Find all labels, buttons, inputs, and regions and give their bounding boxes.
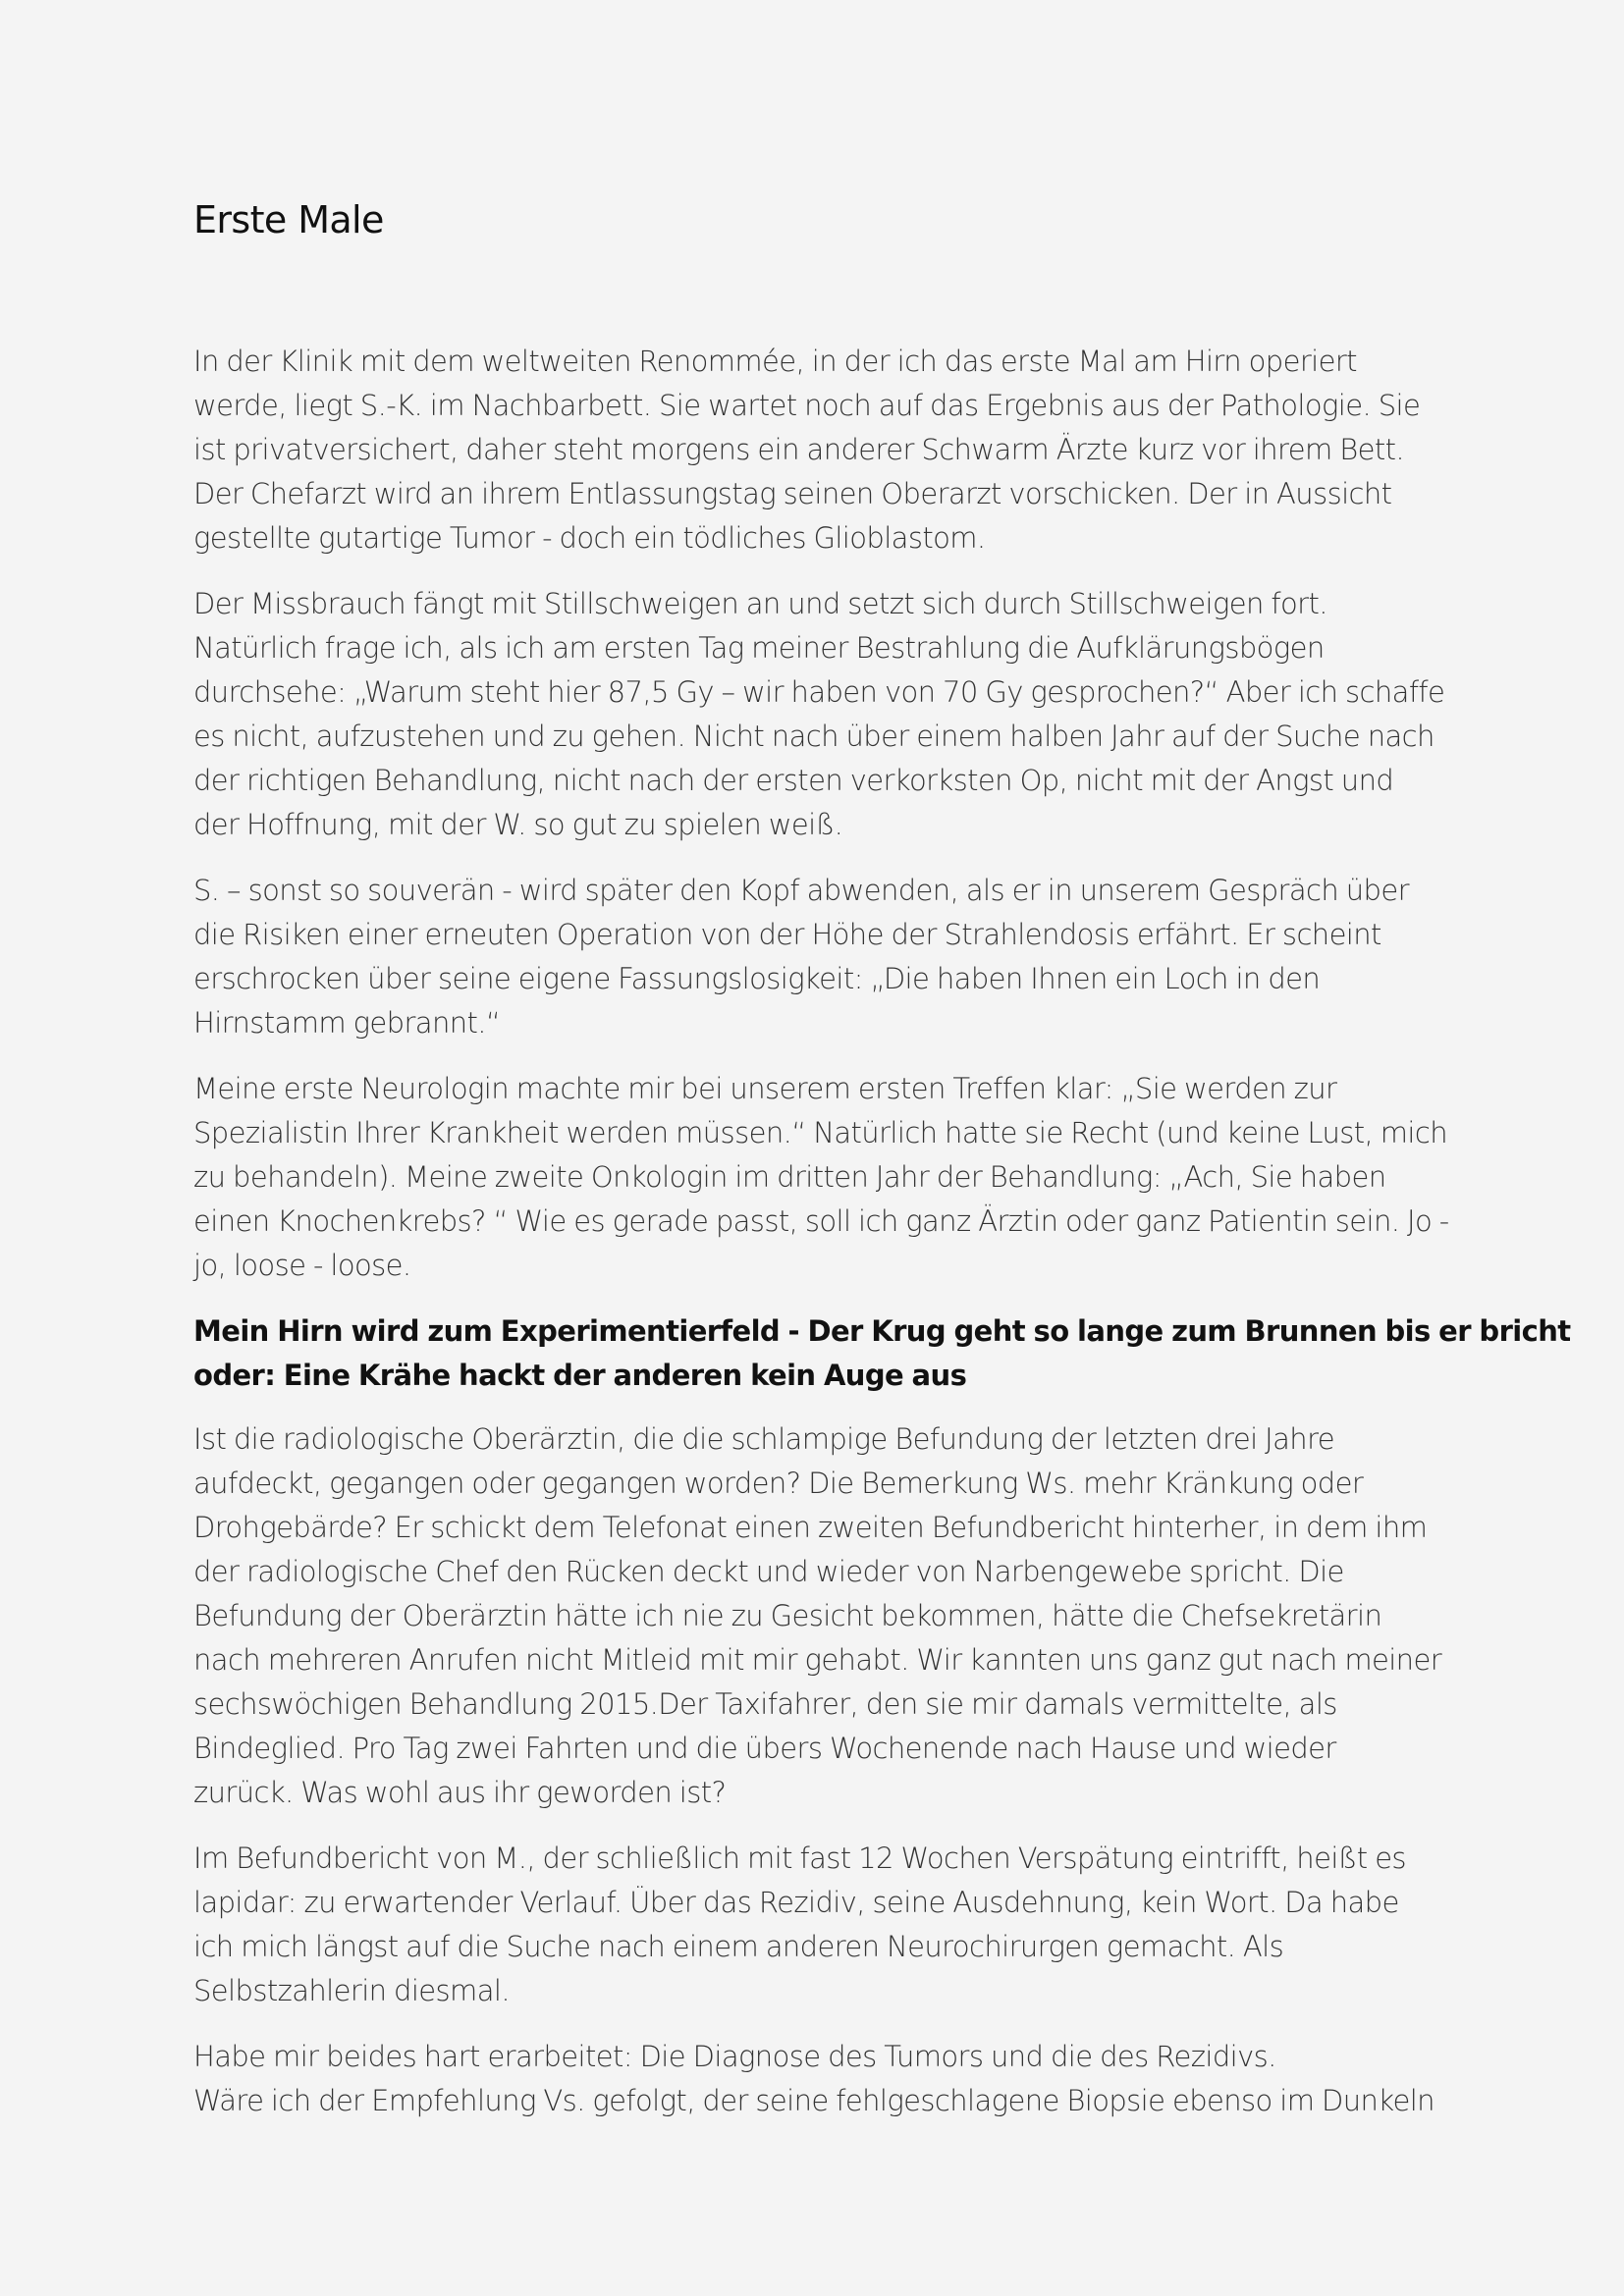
paragraph	[193, 1837, 1440, 2013]
text-line: zu behandeln). Meine zweite Onkologin im dritten Jahr der Behandlung: „Ach, Sie haben	[193, 1160, 1386, 1194]
text-line: Im Befundbericht von M., der schließlich mit fast 12 Wochen Verspätung eintrifft, heißt es	[193, 1842, 1406, 1875]
text-line: lapidar: zu erwartender Verlauf. Über das Rezidiv, seine Ausdehnung, kein Wort. Da habe	[193, 1886, 1399, 1919]
text-line: Bindeglied. Pro Tag zwei Fahrten und die übers Wochenende nach Hause und wieder	[193, 1732, 1336, 1765]
text-line: Habe mir beides hart erarbeitet: Die Diagnose des Tumors und die des Rezidivs.	[193, 2040, 1276, 2073]
paragraph	[193, 2035, 1440, 2123]
document-title: Erste Male	[193, 198, 384, 241]
text-line: Befundung der Oberärztin hätte ich nie zu Gesicht bekommen, hätte die Chefsekretärin	[193, 1599, 1382, 1632]
text-line: sechswöchigen Behandlung 2015.Der Taxifahrer, den sie mir damals vermittelte, als	[193, 1687, 1337, 1721]
text-line: Der Missbrauch fängt mit Stillschweigen an und setzt sich durch Stillschweigen fort.	[193, 587, 1327, 620]
text-line: Selbstzahlerin diesmal.	[193, 1974, 510, 2007]
paragraph	[193, 1417, 1440, 1815]
text-line: Spezialistin Ihrer Krankheit werden müssen.“ Natürlich hatte sie Recht (und keine Lust, mich	[193, 1116, 1448, 1149]
text-line: werde, liegt S.-K. im Nachbarbett. Sie wartet noch auf das Ergebnis aus der Pathologie. Sie	[193, 389, 1421, 422]
text-line: nach mehreren Anrufen nicht Mitleid mit mir gehabt. Wir kannten uns ganz gut nach meiner	[193, 1643, 1442, 1677]
text-line: einen Knochenkrebs? “ Wie es gerade passt, soll ich ganz Ärztin oder ganz Patientin sein. Jo -	[193, 1204, 1449, 1238]
text-line: ist privatversichert, daher steht morgens ein anderer Schwarm Ärzte kurz vor ihrem Bett.	[193, 433, 1405, 466]
text-line: aufdeckt, gegangen oder gegangen worden? Die Bemerkung Ws. mehr Kränkung oder	[193, 1467, 1364, 1500]
text-line: Wäre ich der Empfehlung Vs. gefolgt, der seine fehlgeschlagene Biopsie ebenso im Dunkeln	[193, 2084, 1435, 2117]
subheading-line: Mein Hirn wird zum Experimentierfeld - Der Krug geht so lange zum Brunnen bis er bricht	[193, 1314, 1571, 1348]
paragraph	[193, 340, 1440, 561]
text-line: Hirnstamm gebrannt.“	[193, 1006, 501, 1040]
text-line: der Hoffnung, mit der W. so gut zu spielen weiß.	[193, 808, 843, 841]
text-line: gestellte gutartige Tumor - doch ein tödliches Glioblastom.	[193, 521, 986, 555]
text-line: Ist die radiologische Oberärztin, die die schlampige Befundung der letzten drei Jahre	[193, 1422, 1335, 1456]
text-line: Drohgebärde? Er schickt dem Telefonat einen zweiten Befundbericht hinterher, in dem ihm	[193, 1511, 1428, 1544]
text-line: ich mich längst auf die Suche nach einem anderen Neurochirurgen gemacht. Als	[193, 1930, 1284, 1963]
text-line: jo, loose - loose.	[193, 1249, 411, 1282]
text-line: zurück. Was wohl aus ihr geworden ist?	[193, 1776, 727, 1809]
text-line: In der Klinik mit dem weltweiten Renommée, in der ich das erste Mal am Hirn operiert	[193, 345, 1357, 378]
text-line: Natürlich frage ich, als ich am ersten Tag meiner Bestrahlung die Aufklärungsbögen	[193, 631, 1325, 665]
paragraph	[193, 1067, 1449, 1288]
paragraph	[193, 582, 1445, 847]
document-content	[193, 192, 1571, 2145]
paragraph	[193, 869, 1440, 1045]
text-line: die Risiken einer erneuten Operation von der Höhe der Strahlendosis erfährt. Er scheint	[193, 918, 1381, 951]
text-line: durchsehe: „Warum steht hier 87,5 Gy – wir haben von 70 Gy gesprochen?“ Aber ich schaffe	[193, 675, 1445, 709]
text-line: Der Chefarzt wird an ihrem Entlassungstag seinen Oberarzt vorschicken. Der in Aussicht	[193, 477, 1392, 510]
text-line: Meine erste Neurologin machte mir bei unserem ersten Treffen klar: „Sie werden zur	[193, 1072, 1337, 1105]
text-line: der richtigen Behandlung, nicht nach der ersten verkorksten Op, nicht mit der Angst und	[193, 764, 1394, 797]
text-line: erschrocken über seine eigene Fassungslosigkeit: „Die haben Ihnen ein Loch in den	[193, 962, 1321, 995]
section-subheading	[193, 1309, 1571, 1398]
text-line: der radiologische Chef den Rücken deckt und wieder von Narbengewebe spricht. Die	[193, 1555, 1344, 1588]
text-line: S. – sonst so souverän - wird später den Kopf abwenden, als er in unserem Gespräch über	[193, 874, 1409, 907]
text-line: es nicht, aufzustehen und zu gehen. Nicht nach über einem halben Jahr auf der Suche nach	[193, 720, 1435, 753]
subheading-line: oder: Eine Krähe hackt der anderen kein Auge aus	[193, 1359, 967, 1392]
